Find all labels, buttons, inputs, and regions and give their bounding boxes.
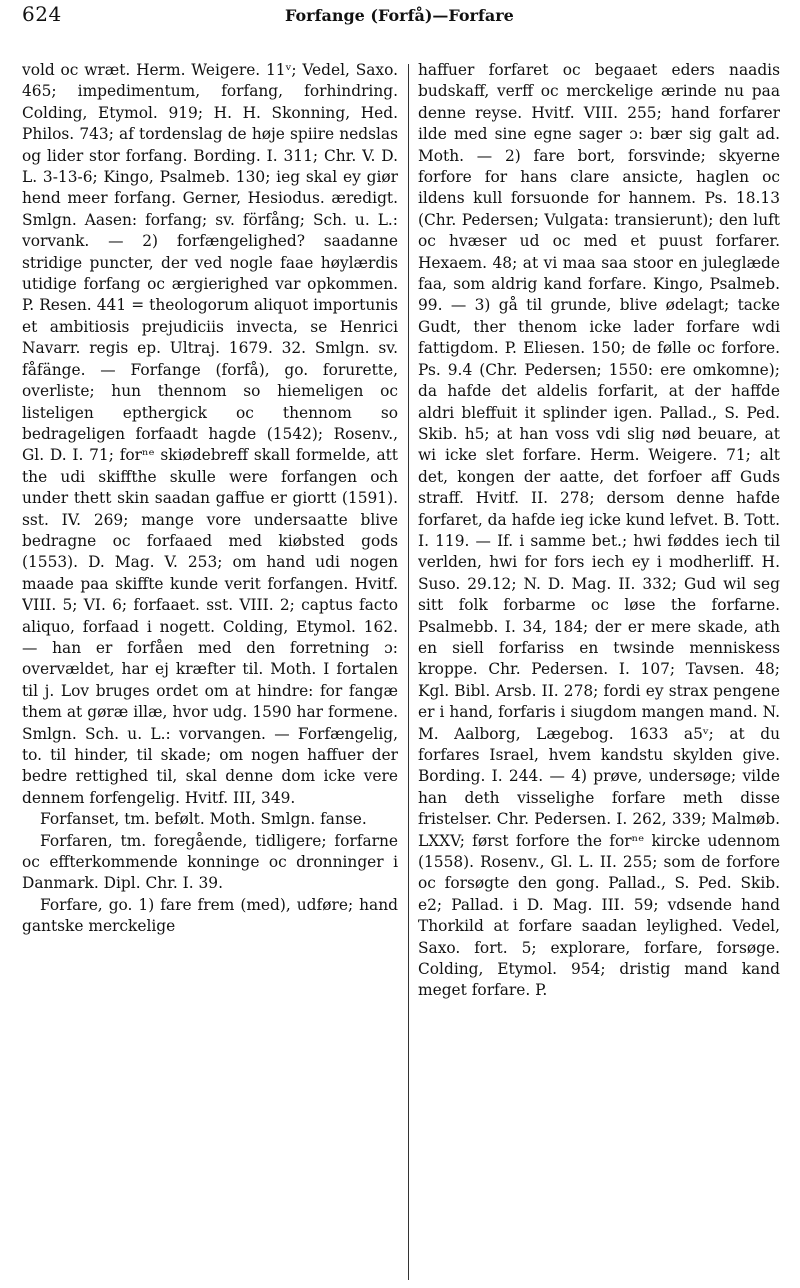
right-column [418, 60, 780, 1285]
entry-forfaren: Forfaren, tm. foregående, tidligere; forfarne oc effterkommende konninge oc dronninger i Danmark. Dipl. Chr. I. 39. [22, 831, 398, 893]
entry-forfare: Forfare, go. 1) fare frem (med), udføre; hand gantske merckelige [22, 895, 398, 936]
column-divider [408, 64, 409, 1280]
entry-forfare-continued: haffuer forfaret oc begaaet eders naadis budskaff, verff oc merckelige ærinde nu paa denne reyse. Hvitf. VIII. 255; hand forfarer ilde med sine egne sager ɔ: bær sig galt ad. Moth. — 2) fare bort, forsvinde; skyerne forfore for hans clare ansicte, haglen oc ildens kull forsuonde for hannem. Ps. 18.13 (Chr. Pedersen; Vulgata: transierunt); den luft oc hvæser ud oc med et puust forfarer. Hexaem. 48; at vi maa saa stoor en juleglæde faa, som aldrig kand forfare. Kingo, Psalmeb. 99. — 3) gå til grunde, blive ødelagt; tacke Gudt, ther thenom icke lader forfare wdi fattigdom. P. Eliesen. 150; de følle oc forfore. Ps. 9.4 (Chr. Pedersen; 1550: ere omkomne); da hafde det aldelis forfarit, at der haffde aldri bleffuit it splinder igen. Pallad., S. Ped. Skib. h5; at han voss vdi slig nød beuare, at wi icke slet forfare. Herm. Weigere. 71; alt det, kongen der aatte, det forfoer aff Guds straff. Hvitf. II. 278; dersom denne hafde forfaret, da hafde ieg icke kund lefvet. B. Tott. I. 119. — If. i samme bet.; hwi føddes iech til verlden, hwi for fors iech ey i modherliff. H. Suso. 29.12; N. D. Mag. II. 332; Gud wil seg sitt folk forbarme oc løse the forfarne. Psalmebb. I. 34, 184; der er mere skade, ath en siell forfariss en twsinde menniskess kroppe. Chr. Pedersen. I. 107; Tavsen. 48; Kgl. Bibl. Arsb. II. 278; fordi ey strax pengene er i hand, forfaris i siugdom mangen mand. N. M. Aalborg, Lægebog. 1633 a5ᵛ; at du forfares Israel, hvem kandstu skylden give. Bording. I. 244. — 4) prøve, undersøge; vilde han deth visselighe forfare meth disse fristelser. Chr. Pedersen. I. 262, 339; Malmøb. LXXV; først forfore the forⁿᵉ kircke udennom (1558). Rosenv., Gl. L. II. 255; som de forfore oc forsøgte den gong. Pallad., S. Ped. Skib. e2; Pallad. i D. Mag. III. 59; vdsende hand Thorkild at forfare saadan leylighed. Vedel, Saxo. fort. 5; explorare, forfare, forsøge. Colding, Etymol. 954; dristig mand kand meget forfare. P. [418, 61, 780, 1000]
entry-forfanset: Forfanset, tm. befølt. Moth. Smlgn. fanse. [40, 810, 367, 829]
running-head: Forfange (Forfå)—Forfare [285, 6, 514, 25]
left-column [22, 60, 398, 1285]
page-header [0, 0, 800, 40]
page-number: 624 [22, 2, 62, 26]
entry-forfang-continued: vold oc wræt. Herm. Weigere. 11ᵛ; Vedel, Saxo. 465; impedimentum, forfang, forhindring. Colding, Etymol. 919; H. H. Skonning, Hed. Philos. 743; af tordenslag de høje spiire nedslas og lider stor forfang. Bording. I. 311; Chr. V. D. L. 3-13-6; Kingo, Psalmeb. 130; ieg skal ey giør hend meer forfang. Gerner, Hesiodus. æredigt. Smlgn. Aasen: forfang; sv. förfång; Sch. u. L.: vorvank. — 2) forfængelighed? saadanne stridige puncter, der ved nogle faae høylærdis utidige forfang oc ærgierighed var opkommen. P. Resen. 441 = theologorum aliquot importunis et ambitiosis prejudiciis invecta, se Henrici Navarr. regis ep. Ultraj. 1679. 32. Smlgn. sv. fåfänge. — Forfange (forfå), go. forurette, overliste; hun thennom so hiemeligen oc listeligen epthergick oc thennom so bedrageligen forfaadt hagde (1542); Rosenv., Gl. D. I. 71; forⁿᵉ skiødebreff skall formelde, att the udi skiffthe skulle were forfangen och under thett skin saadan gaffue er giortt (1591). sst. IV. 269; mange vore undersaatte blive bedragne oc forfaaed med kiøbsted gods (1553). D. Mag. V. 253; om hand udi nogen maade paa skiffte kunde verit forfangen. Hvitf. VIII. 5; VI. 6; forfaaet. sst. VIII. 2; captus facto aliquo, forfaad i nogett. Colding, Etymol. 162. — han er forfåen med den forretning ɔ: overvældet, har ej kræfter til. Moth. I fortalen til j. Lov bruges ordet om at hindre: for fangæ them at gøræ illæ, hvor udg. 1590 har formene. Smlgn. Sch. u. L.: vorvangen. — Forfængelig, to. til hinder, til skade; om nogen haffuer der bedre rettighed til, skal denne dom icke vere dennem forfengelig. Hvitf. III, 349. [22, 61, 398, 807]
